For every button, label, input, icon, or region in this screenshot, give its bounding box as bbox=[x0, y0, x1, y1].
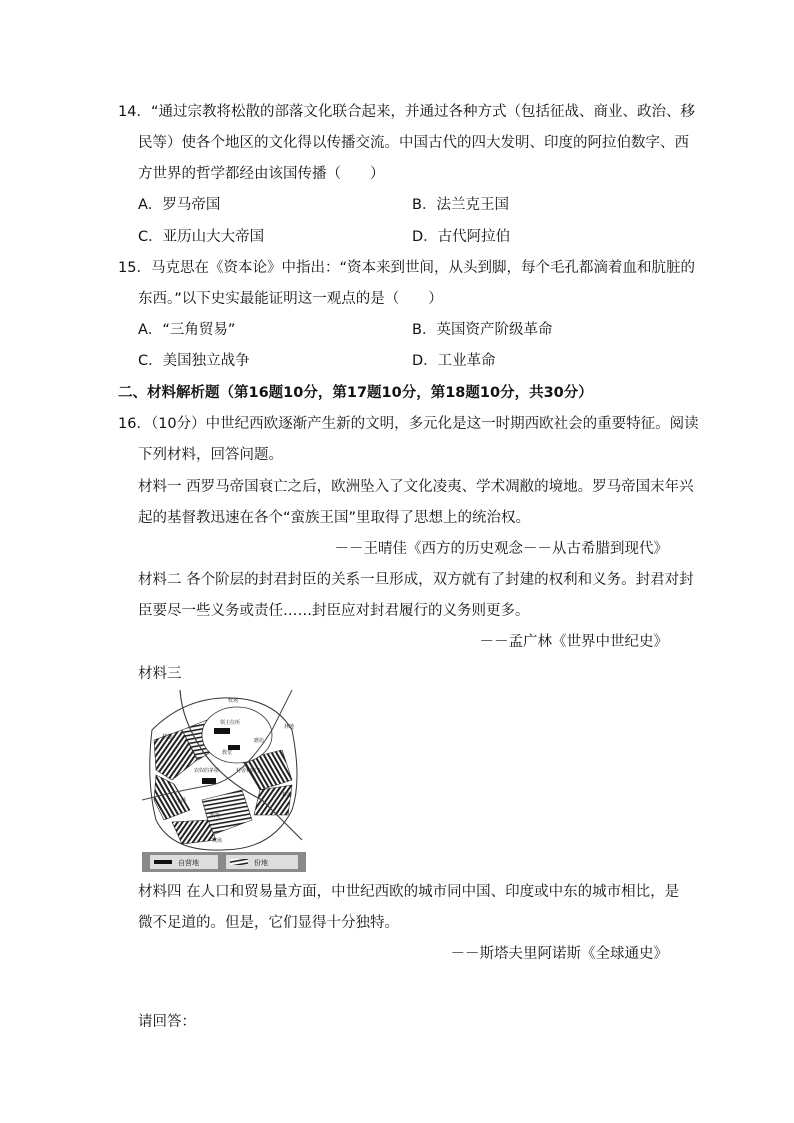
material3-title: 材料三 bbox=[138, 666, 182, 682]
material1-source: －－王晴佳《西方的历史观念－－从古希腊到现代》 bbox=[334, 541, 668, 557]
q15-option-c: C．美国独立战争 bbox=[138, 353, 250, 369]
answer-prompt: 请回答： bbox=[138, 1014, 196, 1030]
map-label: 牧场 bbox=[212, 838, 223, 844]
q15-line1: 15．马克思在《资本论》中指出：“资本来到世间，从头到脚，每个毛孔都滴着血和肮脏的 bbox=[118, 260, 695, 276]
q15-line2: 东西。”以下史实最能证明这一观点的是（ ） bbox=[138, 291, 443, 307]
material4-line1: 材料四 在人口和贸易量方面，中世纪西欧的城市同中国、印度或中东的城市相比，是 bbox=[138, 884, 680, 900]
q15-option-d: D．工业革命 bbox=[412, 353, 496, 369]
map-label: 领主住所 bbox=[220, 720, 241, 726]
q14-option-d: D．古代阿拉伯 bbox=[412, 229, 511, 245]
legend-label-tenancy: 份地 bbox=[254, 859, 268, 867]
map-label: 林地 bbox=[162, 734, 173, 740]
q14-line2: 民等）使各个地区的文化得以传播交流。中国古代的四大发明、印度的阿拉伯数字、西 bbox=[138, 135, 689, 151]
q14-line1: 14．“通过宗教将松散的部落文化联合起来，并通过各种方式（包括征战、商业、政治、移 bbox=[118, 104, 695, 120]
map-label: 牧场 bbox=[210, 813, 221, 819]
map-label: 牧场 bbox=[228, 698, 239, 704]
q14-option-b: B．法兰克王国 bbox=[412, 197, 509, 213]
map-label: 磨坊 bbox=[254, 738, 265, 744]
section-title: 二、材料解析题（第16题10分，第17题10分，第18题10分，共30分） bbox=[118, 385, 593, 401]
q14-option-a: A．罗马帝国 bbox=[138, 197, 221, 213]
map-label: 林地 bbox=[282, 792, 293, 798]
map-label: 林地 bbox=[284, 724, 295, 730]
material4-source: －－斯塔夫里阿诺斯《全球通史》 bbox=[450, 946, 668, 962]
manor-map bbox=[142, 690, 306, 872]
q15-option-b: B．英国资产阶级革命 bbox=[412, 322, 553, 338]
material4-line2: 微不足道的。但是，它们显得十分独特。 bbox=[138, 915, 399, 931]
q14-line3: 方世界的哲学都经由该国传播（ ） bbox=[138, 166, 385, 182]
material2-line1: 材料二 各个阶层的封君封臣的关系一旦形成，双方就有了封建的权利和义务。封君对封 bbox=[138, 572, 694, 588]
q15-option-a: A．“三角贸易” bbox=[138, 322, 236, 338]
material1-line2: 起的基督教迅速在各个“蛮族王国”里取得了思想上的统治权。 bbox=[138, 510, 531, 526]
map-label: 村舍和院子 bbox=[236, 768, 262, 774]
q16-line2: 下列材料，回答问题。 bbox=[138, 447, 283, 463]
map-label: 小溪 bbox=[176, 798, 187, 804]
material1-line1: 材料一 西罗马帝国衰亡之后，欧洲坠入了文化凌夷、学术凋敝的境地。罗马帝国末年兴 bbox=[138, 479, 694, 495]
material2-source: －－孟广林《世界中世纪史》 bbox=[479, 634, 668, 650]
q16-line1: 16．（10分）中世纪西欧逐渐产生新的文明，多元化是这一时期西欧社会的重要特征。阅读 bbox=[118, 416, 699, 432]
q14-option-c: C．亚历山大大帝国 bbox=[138, 229, 265, 245]
material2-line2: 臣要尽一些义务或责任……封臣应对封君履行的义务则更多。 bbox=[138, 603, 530, 619]
map-label: 农奴的茅屋 bbox=[194, 768, 220, 774]
legend-label-demesne: 自营地 bbox=[178, 859, 199, 867]
map-label: 教堂 bbox=[222, 750, 233, 756]
